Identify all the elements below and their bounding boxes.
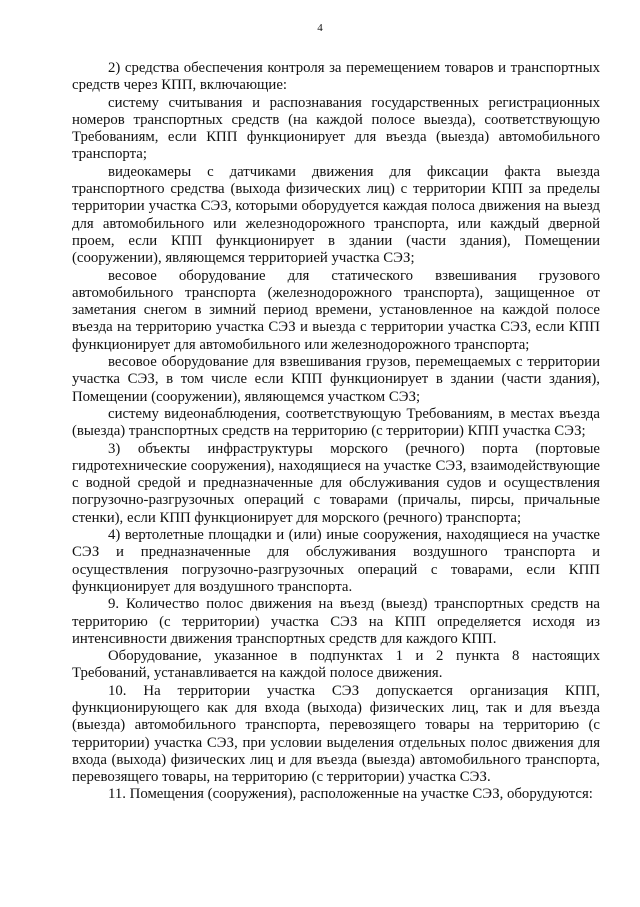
- paragraph-static-weighing: весовое оборудование для статического взвешивания грузового автомобильного транспорта (железнодорожного транспорта), защищенное от заметания снегом в зимний период времени, установленное на каждой полосе въезда на территорию участка СЭЗ и выезда с территории участка СЭЗ, если КПП функционирует для автомобильного или железнодорожного транспорта;: [72, 267, 600, 353]
- paragraph-item-3-port: 3) объекты инфраструктуры морского (речного) порта (портовые гидротехнические сооружения), находящиеся на участке СЭЗ, взаимодействующие с водной средой и предназначенные для обслуживания судов и осуществления погрузочно-разгрузочных операций с товарами (причалы, пирсы, причальные стенки), если КПП функционирует для морского (речного) транспорта;: [72, 440, 600, 526]
- paragraph-cargo-weighing: весовое оборудование для взвешивания грузов, перемещаемых с территории участка СЭЗ, в том числе если КПП функционирует в здании (части здания), Помещении (сооружении), являющемся участком СЭЗ;: [72, 354, 600, 405]
- paragraph-video-surveillance: систему видеонаблюдения, соответствующую Требованиям, в местах въезда (выезда) транспортных средств на территорию (с территории) КПП участка СЭЗ;: [72, 405, 600, 440]
- paragraph-equipment-lanes: Оборудование, указанное в подпунктах 1 и 2 пункта 8 настоящих Требований, устанавливается на каждой полосе движения.: [72, 648, 600, 682]
- paragraph-item-2-means: 2) средства обеспечения контроля за перемещением товаров и транспортных средств через КПП, включающие:: [72, 60, 600, 94]
- page-number: 4: [317, 22, 323, 34]
- paragraph-section-10: 10. На территории участка СЭЗ допускается организация КПП, функционирующего как для входа (выхода) физических лиц, так и для въезда (выезда) автомобильного транспорта, перевозящего товары на территорию (с территории) участка СЭЗ, при условии выделения отдельных полос движения для входа (выхода) физических лиц и для въезда (выезда) автомобильного транспорта, перевозящего товары, на территорию (с территории) участка СЭЗ.: [72, 682, 600, 786]
- document-body: [72, 60, 600, 804]
- paragraph-plate-recognition: систему считывания и распознавания государственных регистрационных номеров транспортных средств (на каждой полосе выезда), соответствующую Требованиям, если КПП функционирует для въезда (выезда) автомобильного транспорта;: [72, 94, 600, 163]
- paragraph-item-4-helipads: 4) вертолетные площадки и (или) иные сооружения, находящиеся на участке СЭЗ и предназначенные для обслуживания воздушного транспорта и осуществления погрузочно-разгрузочных операций с товарами, если КПП функционирует для воздушного транспорта.: [72, 527, 600, 595]
- paragraph-video-cameras: видеокамеры с датчиками движения для фиксации факта выезда транспортного средства (выхода физических лиц) с территории КПП за пределы территории участка СЭЗ, которыми оборудуется каждая полоса движения на выезд для автомобильного или железнодорожного транспорта, или каждый дверной проем, если КПП функционирует в здании (части здания), Помещении (сооружении), являющемся территорией участка СЭЗ;: [72, 163, 600, 267]
- paragraph-section-11: 11. Помещения (сооружения), расположенные на участке СЭЗ, оборудуются:: [108, 786, 593, 803]
- paragraph-section-9: 9. Количество полос движения на въезд (выезд) транспортных средств на территорию (с территории) участка СЭЗ на КПП определяется исходя из интенсивности движения транспортных средств для каждого КПП.: [72, 596, 600, 647]
